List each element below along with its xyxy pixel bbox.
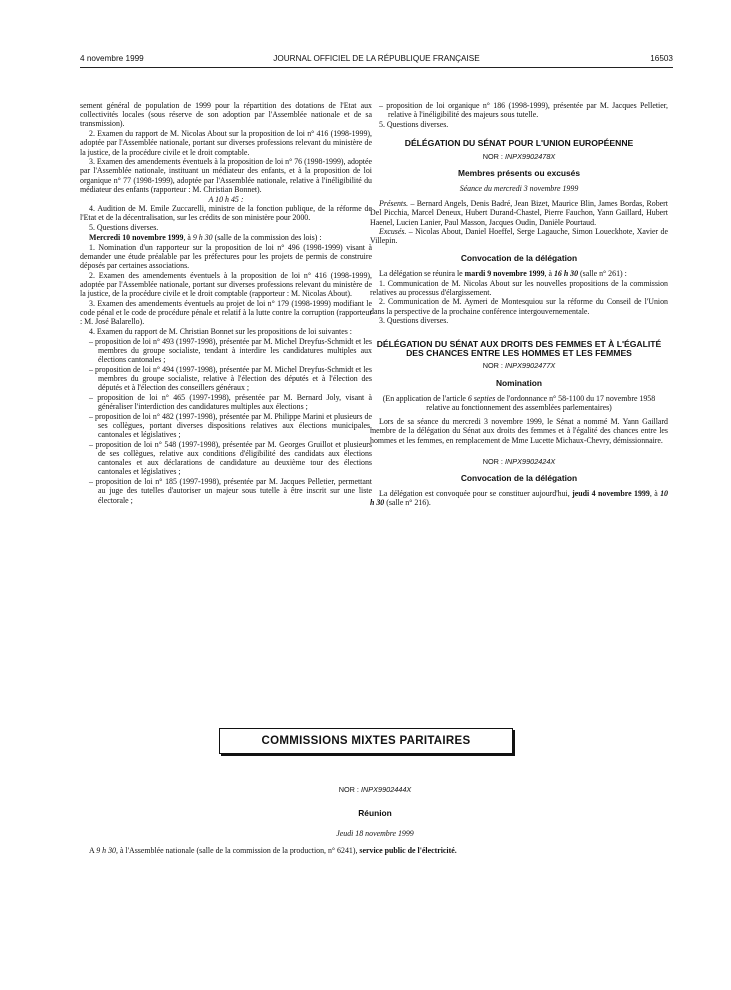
excuses-list: – Nicolas About, Daniel Hoeffel, Serge Lagauche, Simon Loueckhote, Xavier de Villepin. xyxy=(370,227,668,246)
text: La délégation est convoquée pour se constituer aujourd'hui, xyxy=(379,489,573,499)
nor-code: INPX9902478X xyxy=(504,151,556,161)
section-banner xyxy=(219,728,513,754)
nor-label: NOR : xyxy=(482,151,505,161)
section-heading: Réunion xyxy=(358,808,392,818)
nor-label: NOR : xyxy=(338,785,361,794)
text: , à l'Assemblée nationale (salle de la commission de la production, n° 6241), xyxy=(115,846,360,855)
section-heading: Membres présents ou excusés xyxy=(458,167,580,178)
list-item: – proposition de loi n° 548 (1997-1998), présentée par M. Georges Gruillot et plusieurs de ses collègues, relative aux conditions d'éligibilité des candidats aux élections cantonales et aux déclarations de candidature au deuxième tour des élections cantonales et législatives ; xyxy=(89,440,372,477)
list-item: – proposition de loi n° 493 (1997-1998), présentée par M. Michel Dreyfus-Schmidt et les membres du groupe socialiste, tendant à interdire les candidatures multiples aux élections cantonales ; xyxy=(89,337,372,365)
paragraph xyxy=(80,846,670,855)
meeting-time: 16 h 30 xyxy=(553,268,579,278)
section-heading: Nomination xyxy=(495,377,543,388)
paragraph xyxy=(370,227,668,245)
text: (salle n° 261) : xyxy=(578,268,627,278)
nor-reference xyxy=(370,457,668,466)
header-page-number: 16503 xyxy=(650,54,673,63)
text: A xyxy=(89,846,97,855)
section-heading: Convocation de la délégation xyxy=(460,252,578,263)
text: , à xyxy=(649,489,661,499)
paragraph: 5. Questions diverses. xyxy=(379,119,449,129)
nor-reference xyxy=(370,361,668,370)
nor-reference xyxy=(80,785,670,794)
paragraph xyxy=(370,199,668,227)
paragraph xyxy=(370,394,668,412)
left-column xyxy=(80,101,372,505)
meeting-time: 9 h 30 xyxy=(96,846,116,855)
nor-code: INPX9902444X xyxy=(360,785,412,794)
page-header xyxy=(80,54,673,68)
time-heading: A 10 h 45 : xyxy=(208,194,244,204)
paragraph: 4. Audition de M. Emile Zuccarelli, ministre de la fonction publique, de la réforme de l'Etat et de la décentralisation, sur les crédits de son ministère pour 2000. xyxy=(80,204,372,223)
paragraph: 3. Questions diverses. xyxy=(379,316,449,326)
text: (salle de la commission des lois) : xyxy=(212,232,322,242)
list-item: – proposition de loi n° 465 (1997-1998), présentée par M. Bernard Joly, visant à généraliser l'interdiction des candidatures multiples aux élections ; xyxy=(89,393,372,411)
paragraph: 4. Examen du rapport de M. Christian Bonnet sur les propositions de loi suivantes : xyxy=(89,326,352,336)
meeting-time: 10 h 30 xyxy=(370,489,668,508)
header-rule xyxy=(80,67,673,68)
paragraph: 1. Communication de M. Nicolas About sur les nouvelles propositions de la commission relatives au processus d'élargissement. xyxy=(370,278,668,297)
paragraph: 2. Communication de M. Aymeri de Montesquiou sur la réforme du Conseil de l'Union dans la perspective de la prochaine conférence intergouvernementale. xyxy=(370,297,668,316)
text: , à xyxy=(183,232,193,242)
meeting-date: mardi 9 novembre 1999 xyxy=(464,268,545,278)
paragraph: 2. Examen des amendements éventuels à la proposition de loi n° 416 (1998-1999), adoptée par l'Assemblée nationale, portant sur diverses professions relevant du ministère de la justice, de la procédure civile et le droit comptable (rapporteur : M. Nicolas About). xyxy=(80,270,372,299)
paragraph: 3. Examen des amendements éventuels à la proposition de loi n° 76 (1998-1999), adoptée par l'Assemblée nationale, instituant un médiateur des enfants, et à la proposition de loi organique n° 77 (1998-1999), adoptée par l'Assemblée nationale, relative à l'inéligibilité du médiateur des enfants (rapporteur : M. Christian Bonnet). xyxy=(80,157,372,194)
paragraph: Lors de sa séance du mercredi 3 novembre 1999, le Sénat a nommé M. Yann Gaillard membre de la délégation du Sénat aux droits des femmes et à l'égalité des chances entre les hommes et les femmes, en remplacement de Mme Lucette Michaux-Chevry, démissionnaire. xyxy=(370,417,668,445)
paragraph: 1. Nomination d'un rapporteur sur la proposition de loi n° 496 (1998-1999) visant à demander une étude préalable par les préfectures pour les projets de permis de construire déposés par certaines associations. xyxy=(80,242,372,270)
paragraph: 5. Questions diverses. xyxy=(89,223,159,233)
nor-code: INPX9902424X xyxy=(504,456,556,466)
text: (salle n° 216). xyxy=(384,498,431,508)
meeting-date: jeudi 4 novembre 1999 xyxy=(572,489,650,499)
paragraph: 3. Examen des amendements éventuels au projet de loi n° 179 (1998-1999) modifiant le code pénal et le code de procédure pénale et relatif à la lutte contre la corruption (rapporteur : M. José Balarello). xyxy=(80,298,372,327)
presents-label: Présents. xyxy=(379,199,409,209)
nor-label: NOR : xyxy=(482,456,505,466)
delegation-heading: DÉLÉGATION DU SÉNAT POUR L'UNION EUROPÉENNE xyxy=(404,138,634,149)
header-date: 4 novembre 1999 xyxy=(80,54,144,63)
presents-list: – Bernard Angels, Denis Badré, Jean Bizet, Maurice Blin, James Bordas, Robert Del Picchia, Marcel Deneux, Hubert Durand-Chastel, Pierre Fauchon, Yann Gaillard, Hubert Haenel, Lucien Lanier, Paul Masson, Jacques Oudin, Danièle Pourtaud. xyxy=(370,199,668,227)
nor-reference xyxy=(370,152,668,161)
list-item: – proposition de loi organique n° 186 (1998-1999), présentée par M. Jacques Pelletier, relative à l'inéligibilité des majeurs sous tutelle. xyxy=(379,101,668,119)
list-item: – proposition de loi n° 482 (1997-1998), présentée par M. Philippe Marini et plusieurs de ses collègues, portant diverses dispositions relatives aux élections municipales, cantonales et législatives ; xyxy=(89,412,372,440)
meeting-line xyxy=(80,233,372,242)
text: La délégation se réunira le xyxy=(379,268,465,278)
delegation-heading: DÉLÉGATION DU SÉNAT AUX DROITS DES FEMMES ET À L'ÉGALITÉ DES CHANCES ENTRE LES HOMMES ET LES FEMMES xyxy=(376,338,662,358)
paragraph xyxy=(370,269,668,278)
paragraph xyxy=(370,489,668,507)
text: , à xyxy=(544,268,554,278)
text: de l'ordonnance n° 58-1100 du 17 novembre 1958 relative au fonctionnement des assemblées parlementaires) xyxy=(426,393,656,412)
session-date: Séance du mercredi 3 novembre 1999 xyxy=(459,183,579,193)
nor-code: INPX9902477X xyxy=(504,361,556,371)
list-item: – proposition de loi n° 185 (1997-1998), présentée par M. Jacques Pelletier, permettant au juge des tutelles d'autoriser un majeur sous tutelle à être inscrit sur une liste électorale ; xyxy=(89,477,372,505)
section-banner-title: COMMISSIONS MIXTES PARITAIRES xyxy=(261,735,471,747)
excuses-label: Excusés. xyxy=(379,227,407,237)
paragraph: 2. Examen du rapport de M. Nicolas About sur la proposition de loi n° 416 (1998-1999), adoptée par l'Assemblée nationale, portant sur diverses professions relevant du ministère de la justice, de la procédure civile et le droit comptable. xyxy=(80,129,372,157)
paragraph: sement général de population de 1999 pour la répartition des dotations de l'Etat aux collectivités locales (sous réserve de son adoption par l'Assemblée nationale et de sa transmission). xyxy=(80,101,372,129)
text: (En application de l'article xyxy=(382,393,468,403)
meeting-time: 9 h 30 xyxy=(192,232,213,242)
section-heading: Convocation de la délégation xyxy=(460,473,578,483)
list-item: – proposition de loi n° 494 (1997-1998), présentée par M. Michel Dreyfus-Schmidt et les membres du groupe socialiste, relative à l'élection des députés et à l'élection des députés et à l'élection des conseillers généraux ; xyxy=(89,365,372,393)
subject: service public de l'électricité. xyxy=(359,846,457,855)
right-column xyxy=(370,101,668,508)
header-journal-title: JOURNAL OFFICIEL DE LA RÉPUBLIQUE FRANÇAISE xyxy=(273,54,480,63)
nor-label: NOR : xyxy=(482,361,505,371)
meeting-date: Jeudi 18 novembre 1999 xyxy=(336,829,414,838)
text: 6 septies xyxy=(467,393,496,403)
meeting-date: Mercredi 10 novembre 1999 xyxy=(89,232,184,242)
